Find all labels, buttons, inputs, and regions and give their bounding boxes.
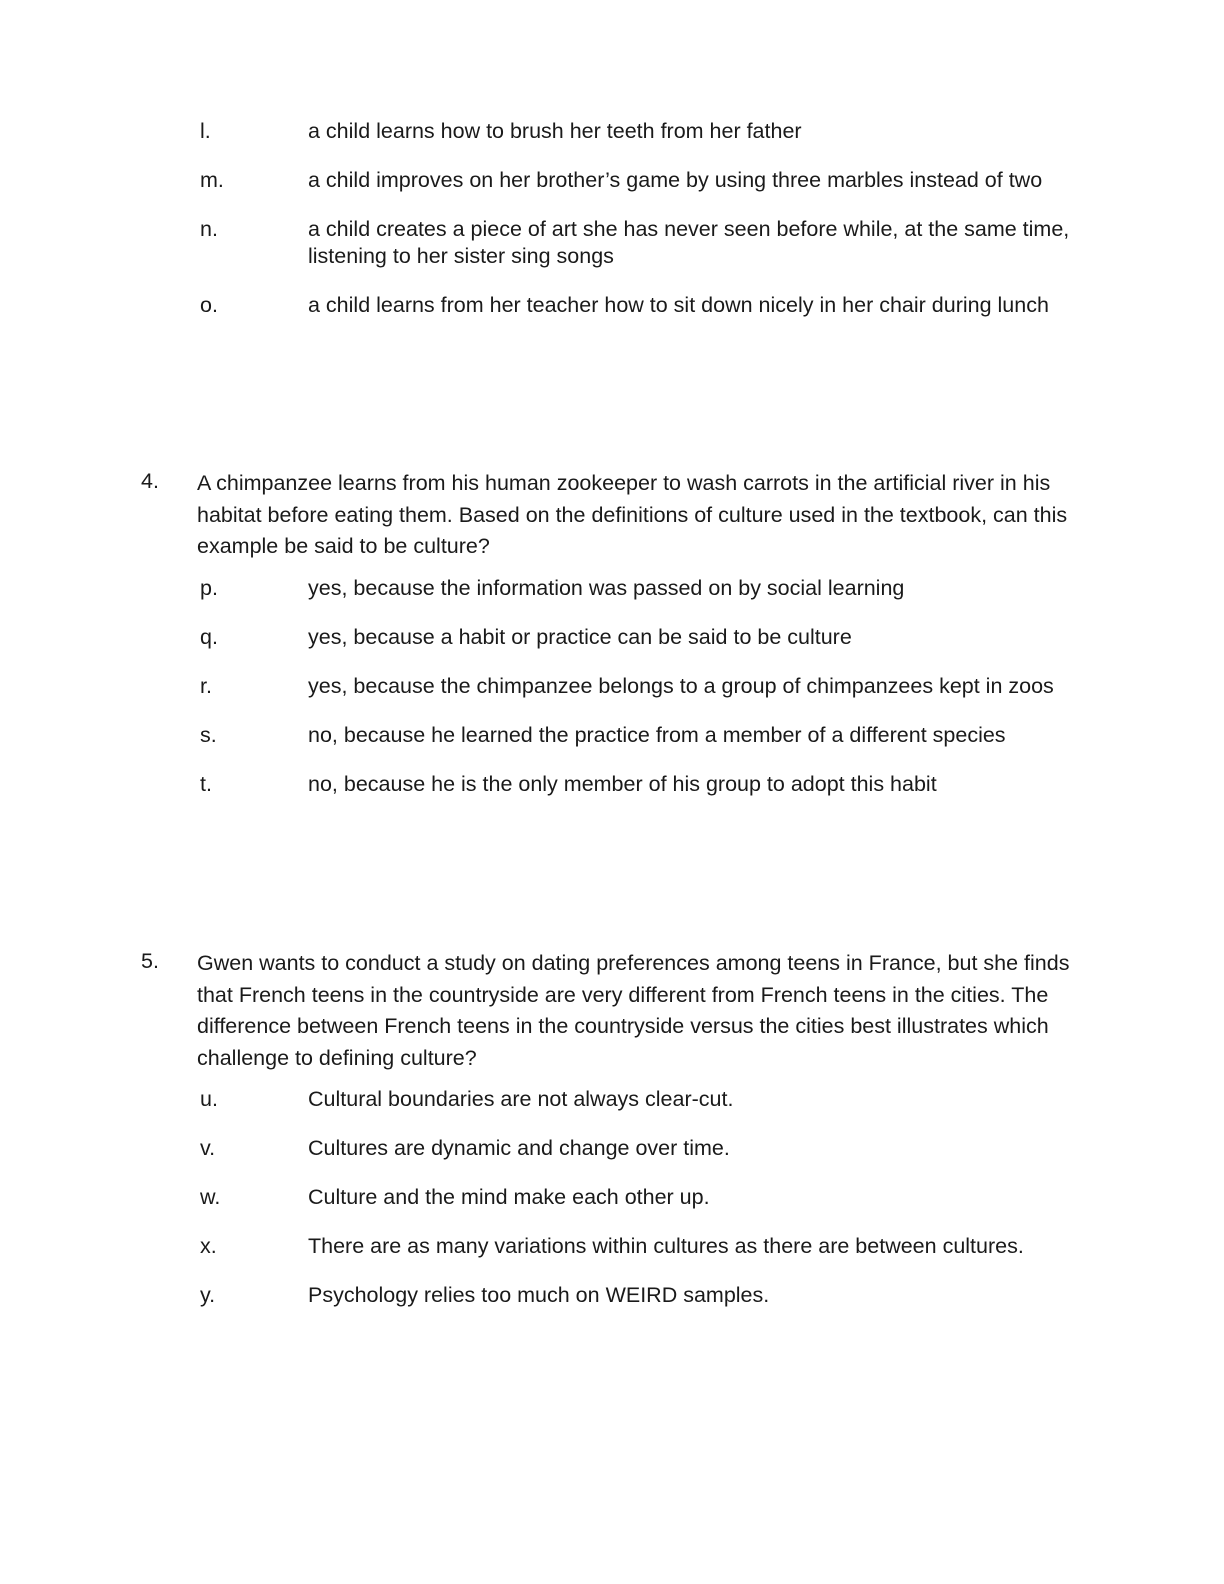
option-text: a child learns how to brush her teeth from her father: [308, 119, 802, 143]
option-letter: s.: [200, 723, 217, 747]
option-l: [200, 118, 1080, 145]
option-n: [200, 216, 1080, 270]
option-text: There are as many variations within cultures as there are between cultures.: [308, 1234, 1024, 1258]
option-letter: y.: [200, 1283, 216, 1307]
option-x: [200, 1233, 1080, 1260]
option-text: yes, because the chimpanzee belongs to a group of chimpanzees kept in zoos: [308, 674, 1054, 698]
option-letter: m.: [200, 168, 224, 192]
option-m: [200, 167, 1080, 194]
option-text: a child learns from her teacher how to sit down nicely in her chair during lunch: [308, 293, 1049, 317]
option-q: [200, 624, 1080, 651]
option-letter: v.: [200, 1136, 216, 1160]
question-number: 5.: [141, 949, 159, 973]
option-letter: n.: [200, 217, 218, 241]
option-p: [200, 575, 1080, 602]
option-text: yes, because the information was passed on by social learning: [308, 576, 905, 600]
option-letter: x.: [200, 1234, 217, 1258]
option-text: a child improves on her brother’s game by using three marbles instead of two: [308, 168, 1043, 192]
option-text: no, because he learned the practice from a member of a different species: [308, 723, 1006, 747]
option-v: [200, 1135, 1080, 1162]
option-y: [200, 1282, 1080, 1309]
question-number: 4.: [141, 469, 159, 493]
option-s: [200, 722, 1080, 749]
option-r: [200, 673, 1080, 700]
option-letter: o.: [200, 293, 218, 317]
option-t: [200, 771, 1080, 798]
option-letter: u.: [200, 1087, 218, 1111]
option-text: yes, because a habit or practice can be said to be culture: [308, 625, 852, 649]
option-text: Culture and the mind make each other up.: [308, 1185, 710, 1209]
question-4-options: [200, 575, 1080, 820]
option-letter: p.: [200, 576, 218, 600]
option-u: [200, 1086, 1080, 1113]
option-text: no, because he is the only member of his group to adopt this habit: [308, 772, 937, 796]
question-5-options: [200, 1086, 1080, 1331]
option-text: Cultural boundaries are not always clear-cut.: [308, 1087, 734, 1111]
question-4: [141, 468, 1081, 563]
option-letter: t.: [200, 772, 212, 796]
option-letter: l.: [200, 119, 211, 143]
question-3-options: [200, 118, 1080, 341]
option-text: Psychology relies too much on WEIRD samples.: [308, 1283, 770, 1307]
option-text: a child creates a piece of art she has never seen before while, at the same time, listening to her sister sing songs: [308, 217, 1070, 268]
question-text: A chimpanzee learns from his human zookeeper to wash carrots in the artificial river in his habitat before eating them. Based on the definitions of culture used in the textbook, can this example be said to be culture?: [197, 471, 1068, 558]
option-o: [200, 292, 1080, 319]
option-w: [200, 1184, 1080, 1211]
question-text: Gwen wants to conduct a study on dating preferences among teens in France, but she finds that French teens in the countryside are very different from French teens in the cities. The difference between French teens in the countryside versus the cities best illustrates which challenge to defining culture?: [197, 951, 1070, 1070]
option-letter: q.: [200, 625, 218, 649]
option-letter: w.: [200, 1185, 221, 1209]
question-5: [141, 948, 1081, 1074]
option-text: Cultures are dynamic and change over time.: [308, 1136, 730, 1160]
option-letter: r.: [200, 674, 212, 698]
